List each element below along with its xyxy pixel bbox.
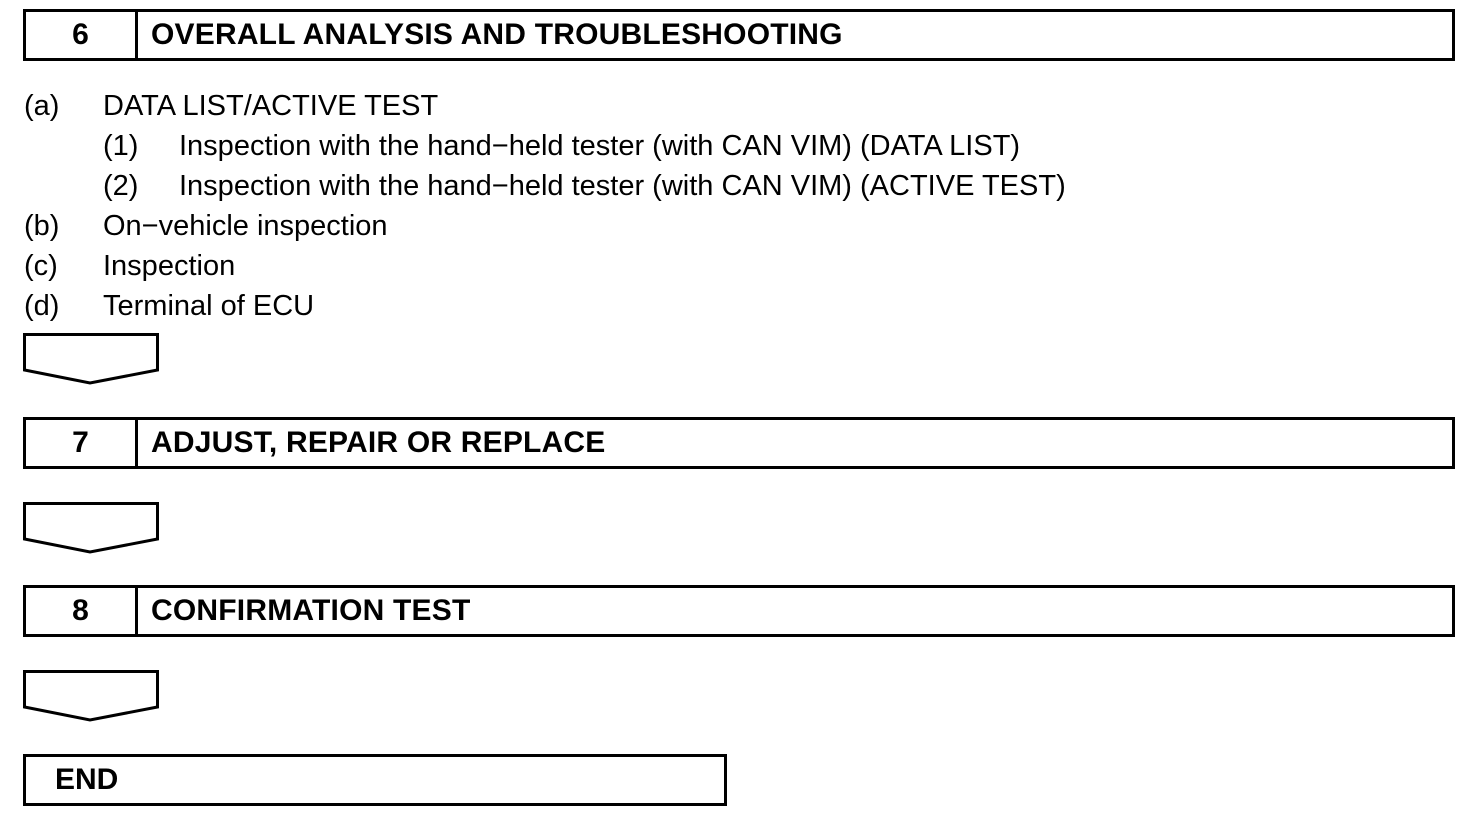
step-6-box [23,9,1455,61]
item-text: Inspection with the hand−held tester (with CAN VIM) (ACTIVE TEST) [179,170,1066,202]
down-arrow-box-icon [22,332,162,386]
item-text: DATA LIST/ACTIVE TEST [103,90,439,122]
down-arrow-box-icon [22,501,162,555]
item-text: Inspection with the hand−held tester (with CAN VIM) (DATA LIST) [179,130,1021,162]
step-number: 6 [26,12,138,58]
item-marker: (c) [24,250,58,282]
item-text: Terminal of ECU [103,290,315,322]
step-number: 8 [26,588,138,634]
item-text: Inspection [103,250,236,282]
item-marker: (b) [24,210,60,242]
step-number: 7 [26,420,138,466]
item-text: On−vehicle inspection [103,210,388,242]
down-arrow-box-icon [22,669,162,723]
step-title: CONFIRMATION TEST [151,594,471,627]
step-title: ADJUST, REPAIR OR REPLACE [151,426,606,459]
step-title: OVERALL ANALYSIS AND TROUBLESHOOTING [151,18,843,51]
step-8-box [23,585,1455,637]
end-label: END [55,763,119,796]
item-marker: (d) [24,290,60,322]
end-box [23,754,727,806]
item-marker: (a) [24,90,60,122]
step-7-box [23,417,1455,469]
item-marker: (1) [103,130,139,162]
item-marker: (2) [103,170,139,202]
